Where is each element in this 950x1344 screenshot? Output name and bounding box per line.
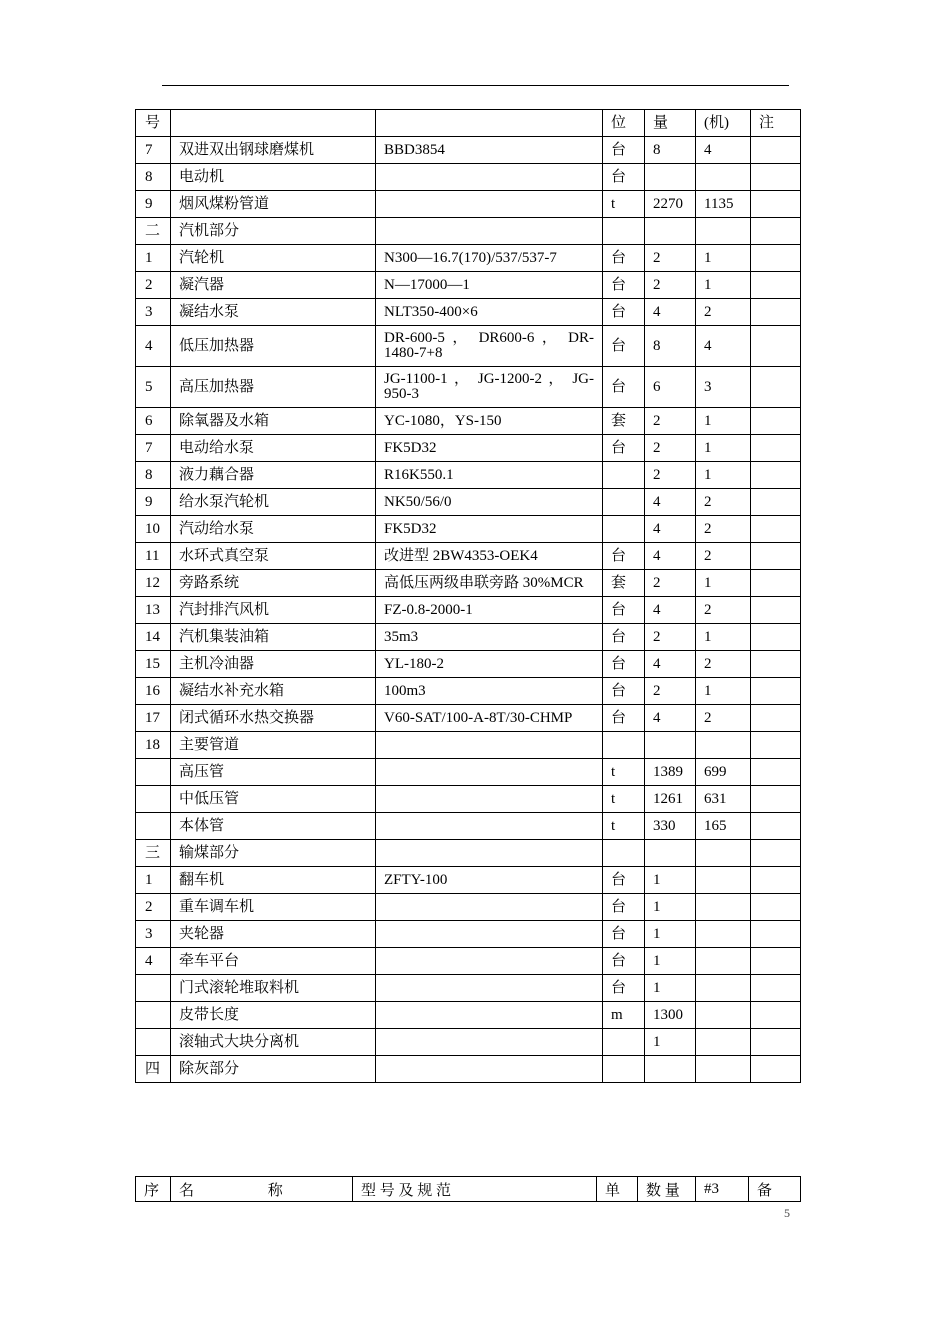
cell-name: 旁路系统 [171, 570, 376, 597]
cell-index: 5 [136, 367, 171, 408]
cell-model [376, 1002, 603, 1029]
footer-header-row [135, 1176, 801, 1202]
cell-model: JG-1100-1 ， JG-1200-2 ， JG-950-3 [376, 367, 603, 408]
cell-model: YL-180-2 [376, 651, 603, 678]
cell-per-unit [696, 218, 751, 245]
cell-unit [603, 840, 645, 867]
cell-per-unit [696, 732, 751, 759]
cell-remark [751, 867, 801, 894]
cell-index: 1 [136, 867, 171, 894]
cell-per-unit: 631 [696, 786, 751, 813]
cell-name: 电动给水泵 [171, 435, 376, 462]
cell-index: 号 [136, 110, 171, 137]
cell-index: 10 [136, 516, 171, 543]
cell-unit: 台 [603, 867, 645, 894]
cell-remark: 注 [751, 110, 801, 137]
table-row [136, 245, 801, 272]
cell-model: 100m3 [376, 678, 603, 705]
cell-per-unit: 4 [696, 326, 751, 367]
cell-quantity: 1261 [645, 786, 696, 813]
cell-remark [751, 975, 801, 1002]
cell-per-unit: 1 [696, 462, 751, 489]
footer-row [136, 1177, 801, 1202]
cell-unit [603, 462, 645, 489]
cell-model [376, 921, 603, 948]
cell-index: 4 [136, 326, 171, 367]
table-row [136, 759, 801, 786]
cell-unit: m [603, 1002, 645, 1029]
cell-model [376, 218, 603, 245]
cell-name: 低压加热器 [171, 326, 376, 367]
cell-per-unit: 1 [696, 408, 751, 435]
footer-cell-quantity: 数 量 [638, 1177, 696, 1202]
cell-unit: t [603, 759, 645, 786]
table-row [136, 326, 801, 367]
cell-remark [751, 218, 801, 245]
cell-model: R16K550.1 [376, 462, 603, 489]
table-row [136, 1029, 801, 1056]
cell-model [376, 110, 603, 137]
cell-quantity: 2270 [645, 191, 696, 218]
cell-remark [751, 489, 801, 516]
cell-per-unit: 2 [696, 651, 751, 678]
cell-quantity [645, 164, 696, 191]
cell-name: 闭式循环水热交换器 [171, 705, 376, 732]
table-row [136, 840, 801, 867]
cell-remark [751, 570, 801, 597]
cell-index: 17 [136, 705, 171, 732]
cell-name [171, 110, 376, 137]
cell-index [136, 1002, 171, 1029]
cell-index: 9 [136, 191, 171, 218]
cell-per-unit: 699 [696, 759, 751, 786]
table-row [136, 299, 801, 326]
cell-remark [751, 1029, 801, 1056]
cell-quantity [645, 1056, 696, 1083]
cell-quantity: 6 [645, 367, 696, 408]
table-row [136, 894, 801, 921]
cell-unit [603, 1056, 645, 1083]
cell-quantity: 1 [645, 975, 696, 1002]
table-row [136, 462, 801, 489]
cell-unit: 台 [603, 367, 645, 408]
cell-index [136, 759, 171, 786]
cell-per-unit [696, 975, 751, 1002]
footer-cell-model: 型 号 及 规 范 [353, 1177, 597, 1202]
table-row [136, 570, 801, 597]
cell-remark [751, 732, 801, 759]
table-row [136, 975, 801, 1002]
cell-remark [751, 299, 801, 326]
cell-name: 门式滚轮堆取料机 [171, 975, 376, 1002]
cell-quantity: 2 [645, 570, 696, 597]
footer-cell-unit3: #3 [696, 1177, 749, 1202]
cell-quantity: 4 [645, 516, 696, 543]
table-row [136, 597, 801, 624]
cell-name: 凝结水补充水箱 [171, 678, 376, 705]
cell-unit [603, 1029, 645, 1056]
cell-unit [603, 732, 645, 759]
cell-unit: 套 [603, 408, 645, 435]
cell-name: 烟风煤粉管道 [171, 191, 376, 218]
cell-unit: 台 [603, 299, 645, 326]
cell-per-unit [696, 867, 751, 894]
cell-index: 7 [136, 435, 171, 462]
cell-index: 4 [136, 948, 171, 975]
cell-index [136, 813, 171, 840]
cell-remark [751, 651, 801, 678]
cell-unit: 台 [603, 678, 645, 705]
cell-name: 本体管 [171, 813, 376, 840]
cell-name: 主机冷油器 [171, 651, 376, 678]
cell-per-unit: 1 [696, 245, 751, 272]
table-row [136, 786, 801, 813]
cell-model: 35m3 [376, 624, 603, 651]
footer-cell-index: 序 [136, 1177, 171, 1202]
cell-per-unit [696, 894, 751, 921]
table-row [136, 624, 801, 651]
footer-cell-name: 名 称 [171, 1177, 353, 1202]
page-number: 5 [784, 1206, 790, 1220]
table-row [136, 678, 801, 705]
cell-remark [751, 367, 801, 408]
cell-remark [751, 272, 801, 299]
cell-remark [751, 462, 801, 489]
cell-index: 3 [136, 299, 171, 326]
cell-unit [603, 516, 645, 543]
header-rule [162, 85, 789, 86]
cell-quantity [645, 732, 696, 759]
table-row [136, 813, 801, 840]
cell-index: 11 [136, 543, 171, 570]
cell-unit: 台 [603, 894, 645, 921]
table-row [136, 705, 801, 732]
cell-remark [751, 1056, 801, 1083]
cell-remark [751, 678, 801, 705]
cell-model: V60-SAT/100-A-8T/30-CHMP [376, 705, 603, 732]
cell-model: NLT350-400×6 [376, 299, 603, 326]
cell-name: 汽轮机 [171, 245, 376, 272]
cell-per-unit: 2 [696, 299, 751, 326]
cell-index: 8 [136, 164, 171, 191]
cell-unit: 台 [603, 543, 645, 570]
cell-index: 18 [136, 732, 171, 759]
cell-remark [751, 759, 801, 786]
cell-remark [751, 597, 801, 624]
cell-model: NK50/56/0 [376, 489, 603, 516]
cell-name: 汽机集装油箱 [171, 624, 376, 651]
cell-model: FK5D32 [376, 516, 603, 543]
cell-model: FK5D32 [376, 435, 603, 462]
cell-remark [751, 164, 801, 191]
footer-cell-remark: 备 [749, 1177, 801, 1202]
cell-quantity: 2 [645, 435, 696, 462]
cell-unit: 台 [603, 137, 645, 164]
cell-index: 14 [136, 624, 171, 651]
cell-index: 12 [136, 570, 171, 597]
cell-index: 二 [136, 218, 171, 245]
cell-unit: 台 [603, 975, 645, 1002]
cell-name: 翻车机 [171, 867, 376, 894]
cell-per-unit [696, 1029, 751, 1056]
cell-name: 汽动给水泵 [171, 516, 376, 543]
table-row [136, 1002, 801, 1029]
cell-name: 中低压管 [171, 786, 376, 813]
cell-index: 7 [136, 137, 171, 164]
table-row [136, 137, 801, 164]
cell-name: 除氧器及水箱 [171, 408, 376, 435]
cell-remark [751, 624, 801, 651]
cell-name: 液力藕合器 [171, 462, 376, 489]
cell-quantity: 2 [645, 678, 696, 705]
cell-index: 16 [136, 678, 171, 705]
cell-unit: 位 [603, 110, 645, 137]
cell-model [376, 948, 603, 975]
cell-per-unit: (机) [696, 110, 751, 137]
table-row [136, 218, 801, 245]
cell-per-unit: 1 [696, 570, 751, 597]
cell-unit: 台 [603, 597, 645, 624]
cell-model [376, 164, 603, 191]
cell-quantity: 1 [645, 894, 696, 921]
cell-quantity [645, 218, 696, 245]
cell-per-unit: 165 [696, 813, 751, 840]
cell-per-unit [696, 1002, 751, 1029]
cell-unit: t [603, 786, 645, 813]
cell-remark [751, 705, 801, 732]
cell-quantity: 2 [645, 408, 696, 435]
table-row [136, 164, 801, 191]
cell-unit: 台 [603, 921, 645, 948]
cell-quantity: 量 [645, 110, 696, 137]
cell-unit: 台 [603, 435, 645, 462]
cell-model [376, 975, 603, 1002]
cell-quantity: 2 [645, 462, 696, 489]
cell-per-unit [696, 948, 751, 975]
cell-unit: 台 [603, 948, 645, 975]
cell-per-unit: 2 [696, 489, 751, 516]
cell-per-unit [696, 840, 751, 867]
cell-quantity [645, 840, 696, 867]
cell-model [376, 894, 603, 921]
cell-name: 除灰部分 [171, 1056, 376, 1083]
table-row [136, 921, 801, 948]
cell-index: 四 [136, 1056, 171, 1083]
cell-remark [751, 813, 801, 840]
cell-remark [751, 840, 801, 867]
cell-remark [751, 408, 801, 435]
table-row [136, 543, 801, 570]
cell-per-unit: 1 [696, 624, 751, 651]
cell-index: 8 [136, 462, 171, 489]
cell-quantity: 8 [645, 326, 696, 367]
table-row [136, 489, 801, 516]
cell-name: 给水泵汽轮机 [171, 489, 376, 516]
cell-unit: 套 [603, 570, 645, 597]
cell-remark [751, 1002, 801, 1029]
table-row [136, 651, 801, 678]
cell-quantity: 1 [645, 948, 696, 975]
cell-per-unit: 2 [696, 516, 751, 543]
cell-model: BBD3854 [376, 137, 603, 164]
cell-name: 双进双出钢球磨煤机 [171, 137, 376, 164]
cell-model: YC-1080，YS-150 [376, 408, 603, 435]
cell-quantity: 1 [645, 921, 696, 948]
cell-model [376, 191, 603, 218]
table-row [136, 516, 801, 543]
cell-quantity: 2 [645, 245, 696, 272]
cell-name: 电动机 [171, 164, 376, 191]
cell-index [136, 975, 171, 1002]
cell-index [136, 786, 171, 813]
cell-remark [751, 435, 801, 462]
table-row [136, 867, 801, 894]
table-row [136, 191, 801, 218]
cell-per-unit [696, 164, 751, 191]
cell-quantity: 1 [645, 1029, 696, 1056]
cell-quantity: 2 [645, 624, 696, 651]
cell-quantity: 1300 [645, 1002, 696, 1029]
cell-quantity: 1 [645, 867, 696, 894]
cell-per-unit: 2 [696, 705, 751, 732]
cell-per-unit: 1 [696, 435, 751, 462]
cell-index: 15 [136, 651, 171, 678]
cell-model: N300—16.7(170)/537/537-7 [376, 245, 603, 272]
cell-remark [751, 543, 801, 570]
cell-per-unit: 1 [696, 272, 751, 299]
cell-name: 皮带长度 [171, 1002, 376, 1029]
cell-remark [751, 516, 801, 543]
cell-unit: 台 [603, 272, 645, 299]
cell-name: 凝汽器 [171, 272, 376, 299]
cell-name: 重车调车机 [171, 894, 376, 921]
cell-remark [751, 921, 801, 948]
cell-quantity: 4 [645, 705, 696, 732]
cell-index: 2 [136, 894, 171, 921]
cell-model: N—17000—1 [376, 272, 603, 299]
cell-unit: 台 [603, 326, 645, 367]
cell-per-unit: 2 [696, 543, 751, 570]
cell-per-unit: 2 [696, 597, 751, 624]
cell-per-unit: 4 [696, 137, 751, 164]
cell-remark [751, 245, 801, 272]
cell-name: 滚轴式大块分离机 [171, 1029, 376, 1056]
cell-model [376, 732, 603, 759]
cell-unit [603, 218, 645, 245]
cell-quantity: 4 [645, 597, 696, 624]
cell-unit: 台 [603, 705, 645, 732]
cell-unit: 台 [603, 624, 645, 651]
cell-model [376, 813, 603, 840]
cell-remark [751, 326, 801, 367]
cell-index: 6 [136, 408, 171, 435]
cell-index: 三 [136, 840, 171, 867]
cell-remark [751, 191, 801, 218]
cell-per-unit: 1135 [696, 191, 751, 218]
cell-unit: 台 [603, 164, 645, 191]
cell-index: 1 [136, 245, 171, 272]
cell-model: 高低压两级串联旁路 30%MCR [376, 570, 603, 597]
cell-unit [603, 489, 645, 516]
table-row [136, 1056, 801, 1083]
cell-index: 9 [136, 489, 171, 516]
cell-model: FZ-0.8-2000-1 [376, 597, 603, 624]
cell-quantity: 2 [645, 272, 696, 299]
table-row [136, 367, 801, 408]
cell-quantity: 4 [645, 489, 696, 516]
cell-remark [751, 786, 801, 813]
cell-name: 凝结水泵 [171, 299, 376, 326]
cell-per-unit: 1 [696, 678, 751, 705]
cell-index: 2 [136, 272, 171, 299]
cell-per-unit: 3 [696, 367, 751, 408]
cell-model: DR-600-5 ， DR600-6 ， DR-1480-7+8 [376, 326, 603, 367]
cell-name: 输煤部分 [171, 840, 376, 867]
cell-name: 汽封排汽风机 [171, 597, 376, 624]
cell-remark [751, 137, 801, 164]
cell-name: 汽机部分 [171, 218, 376, 245]
cell-remark [751, 948, 801, 975]
cell-name: 高压管 [171, 759, 376, 786]
cell-model [376, 840, 603, 867]
table-row [136, 272, 801, 299]
equipment-table [135, 109, 801, 1083]
table-header-row [136, 110, 801, 137]
table-row [136, 732, 801, 759]
cell-quantity: 8 [645, 137, 696, 164]
cell-name: 水环式真空泵 [171, 543, 376, 570]
cell-unit: t [603, 191, 645, 218]
cell-per-unit [696, 1056, 751, 1083]
cell-unit: 台 [603, 651, 645, 678]
cell-unit: 台 [603, 245, 645, 272]
cell-model [376, 1056, 603, 1083]
table-row [136, 408, 801, 435]
table-row [136, 948, 801, 975]
cell-name: 高压加热器 [171, 367, 376, 408]
cell-model [376, 1029, 603, 1056]
cell-quantity: 4 [645, 651, 696, 678]
cell-index: 3 [136, 921, 171, 948]
cell-model: 改进型 2BW4353-OEK4 [376, 543, 603, 570]
cell-unit: t [603, 813, 645, 840]
cell-remark [751, 894, 801, 921]
cell-quantity: 330 [645, 813, 696, 840]
table-row [136, 435, 801, 462]
cell-name: 夹轮器 [171, 921, 376, 948]
cell-quantity: 1389 [645, 759, 696, 786]
cell-index [136, 1029, 171, 1056]
cell-per-unit [696, 921, 751, 948]
cell-quantity: 4 [645, 543, 696, 570]
footer-cell-unit: 单 [597, 1177, 638, 1202]
cell-index: 13 [136, 597, 171, 624]
cell-name: 主要管道 [171, 732, 376, 759]
cell-model [376, 759, 603, 786]
cell-quantity: 4 [645, 299, 696, 326]
cell-model [376, 786, 603, 813]
cell-model: ZFTY-100 [376, 867, 603, 894]
cell-name: 牵车平台 [171, 948, 376, 975]
